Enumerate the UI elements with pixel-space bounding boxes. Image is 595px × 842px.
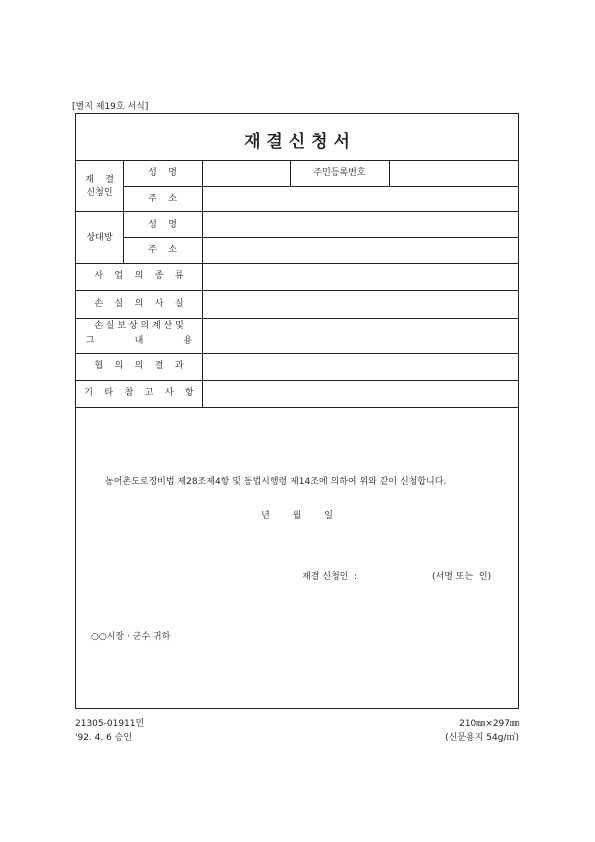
form-label: [별지 제19호 서식] (72, 102, 149, 112)
loss-facts-label: 손 실 의 사 실 (94, 299, 184, 309)
other-notes-label: 기 타 참 고 사 항 (84, 388, 194, 398)
counterparty-address-label: 주 소 (148, 245, 177, 255)
business-type-label: 사 업 의 종 류 (94, 271, 184, 281)
applicant-name-label: 성 명 (148, 168, 177, 178)
counterparty-label: 상대방 (86, 233, 113, 243)
divider (123, 186, 518, 187)
divider (76, 318, 518, 319)
addressee: ○○시장 · 군수 귀하 (91, 632, 171, 642)
paper-type: (신문용지 54g/㎡) (445, 733, 519, 743)
paper-size: 210㎜×297㎜ (459, 719, 519, 729)
divider (76, 380, 518, 381)
counterparty-name-label: 성 명 (148, 220, 177, 230)
form-title: 재 결 신 청 서 (244, 132, 350, 152)
applicant-address-label: 주 소 (148, 194, 177, 204)
applicant-label-line1: 재 결 (85, 175, 114, 185)
divider (389, 160, 390, 186)
divider (202, 160, 203, 407)
form-number: 21305-01911민 (75, 719, 145, 729)
divider (123, 237, 518, 238)
divider (76, 290, 518, 291)
sign-note: (서명 또는 인) (432, 572, 492, 582)
loss-calc-label-line2: 그 내 용 (85, 336, 193, 346)
application-statement: 농어촌도로정비법 제28조제4항 및 동법시행령 제14조에 의하여 위와 같이 신청합니다. (105, 477, 447, 487)
application-form (75, 113, 519, 709)
divider (76, 263, 518, 264)
loss-calc-label-line1: 손 실 보 상 의 계 산 및 (94, 321, 184, 331)
signer-label: 재결 신청인 : (302, 572, 358, 582)
consult-result-label: 협 의 의 결 과 (94, 361, 184, 371)
applicant-id-label: 주민등록번호 (313, 168, 366, 178)
divider (76, 160, 518, 161)
divider (76, 407, 518, 408)
applicant-label-line2: 신청인 (86, 188, 113, 198)
divider (76, 211, 518, 212)
date-line: 년 월 일 (261, 511, 333, 521)
divider (76, 353, 518, 354)
approval-date: '92. 4. 6 승인 (75, 733, 133, 743)
